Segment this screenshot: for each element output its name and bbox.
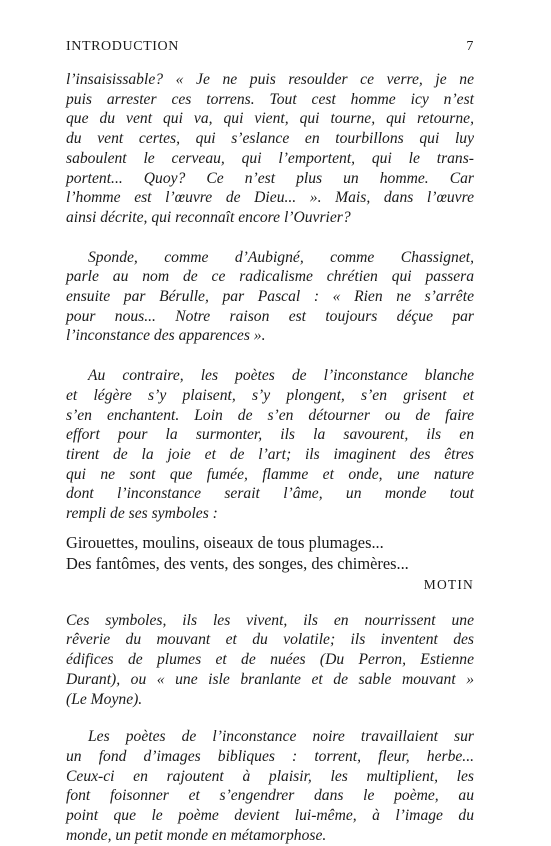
- running-head: INTRODUCTION: [66, 39, 179, 54]
- text-line: rêverie du mouvant et du volatile; ils inventent des: [66, 631, 474, 649]
- text-line: effort pour la surmonter, ils la savourent, ils en: [66, 426, 474, 444]
- paragraph-2: [66, 248, 474, 347]
- text-line: Au contraire, les poètes de l’inconstance blanche: [88, 367, 474, 385]
- text-line: ainsi décrite, qui reconnaît encore l’Ouvrier?: [66, 208, 351, 226]
- paragraph-4: [66, 611, 474, 710]
- text-line: puis arrester ces torrens. Tout cest homme icy n’est: [66, 90, 474, 108]
- text-line: dont l’inconstance serait l’âme, un monde tout: [66, 485, 474, 503]
- text-line: (Le Moyne).: [66, 690, 143, 708]
- text-line: pour nous... Notre raison est toujours déçue par: [66, 307, 474, 325]
- verse-quotation: [66, 532, 474, 593]
- text-line: Ceux-ci en rajoutent à plaisir, les multiplient, les: [66, 767, 474, 785]
- text-line: point que le poème devient lui-même, à l’image du: [66, 807, 474, 825]
- paragraph-3: [66, 366, 474, 524]
- paragraph-1: [66, 70, 474, 228]
- page-number: 7: [466, 39, 474, 54]
- text-line: Ces symboles, ils les vivent, ils en nourrissent une: [66, 611, 474, 629]
- text-line: parle au nom de ce radicalisme chrétien qui passera: [66, 268, 474, 286]
- text-line: que du vent qui va, qui vient, qui tourne, qui retourne,: [66, 110, 474, 128]
- text-line: s’en enchantent. Loin de s’en détourner ou de faire: [66, 406, 474, 424]
- text-line: l’homme est l’œuvre de Dieu... ». Mais, dans l’œuvre: [66, 189, 474, 207]
- text-line: saboulent le cerveau, qui l’emportent, qui le trans-: [66, 149, 474, 167]
- text-line: Les poètes de l’inconstance noire travaillaient sur: [88, 728, 474, 746]
- text-line: portent... Quoy? Ce n’est plus un homme. Car: [66, 169, 474, 187]
- verse-line: Des fantômes, des vents, des songes, des chimères...: [66, 553, 409, 573]
- text-line: édifices de plumes et de nuées (Du Perron, Estienne: [66, 651, 474, 669]
- text-line: l’insaisissable? « Je ne puis resoulder ce verre, je ne: [66, 71, 474, 88]
- verse-author: MOTIN: [423, 576, 474, 592]
- text-line: l’inconstance des apparences ».: [66, 327, 266, 345]
- text-line: tirent de la joie et de l’art; ils imaginent des êtres: [66, 445, 474, 463]
- paragraph-5: [66, 727, 474, 845]
- text-line: font foisonner et s’engendrer dans le poème, au: [66, 787, 474, 805]
- text-line: et légère s’y plaisent, s’y plongent, s’en grisent et: [66, 386, 474, 404]
- text-line: du vent certes, qui s’eslance en tourbillons qui luy: [66, 130, 474, 148]
- verse-line: Girouettes, moulins, oiseaux de tous plumages...: [66, 532, 384, 552]
- text-line: Durant), ou « une isle branlante et de sable mouvant »: [66, 670, 474, 688]
- page-body: [66, 70, 474, 846]
- text-line: ensuite par Bérulle, par Pascal : « Rien ne s’arrête: [66, 288, 474, 306]
- text-line: un fond d’images bibliques : torrent, fleur, herbe...: [66, 747, 474, 765]
- text-line: qui ne sont que fumée, flamme et onde, une nature: [66, 465, 474, 483]
- text-line: monde, un petit monde en métamorphose.: [66, 826, 327, 844]
- text-line: rempli de ses symboles :: [66, 505, 218, 523]
- text-line: Sponde, comme d’Aubigné, comme Chassignet,: [88, 248, 474, 266]
